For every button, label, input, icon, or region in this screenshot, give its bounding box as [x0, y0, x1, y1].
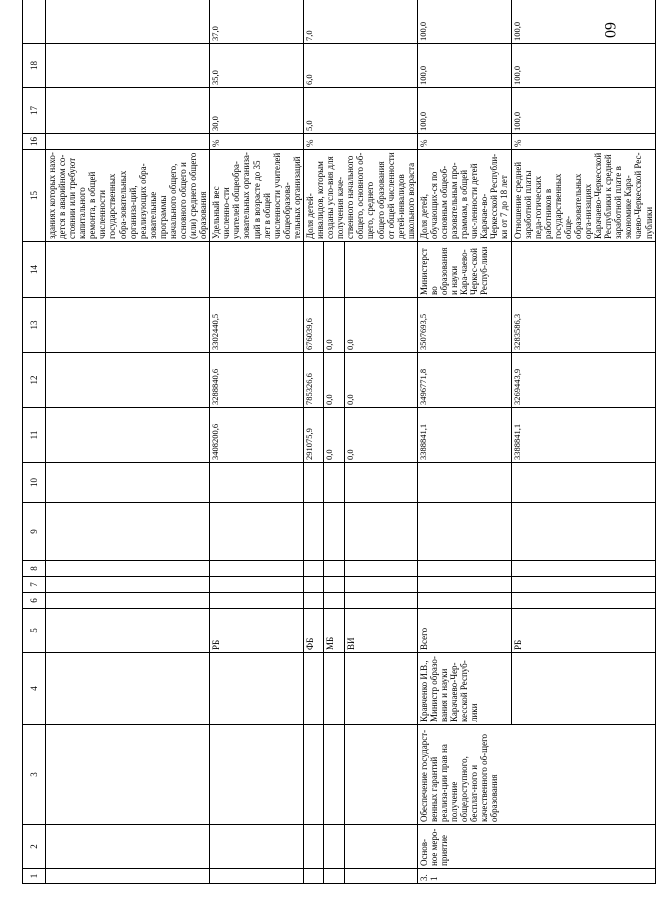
header-cell: 5 [23, 609, 46, 653]
table-cell [324, 869, 344, 884]
table-cell [303, 503, 323, 561]
page-number: 60 [601, 22, 618, 38]
header-cell: 16 [23, 134, 46, 150]
table-cell [344, 577, 417, 593]
amount-cell: 291075,9 [303, 408, 323, 463]
indicator-cell: Доля детей, обучающих-ся по основным общеоб-разовательным про-граммам, в общей чис-ленности детей Карачае-во-Черкесской Республи-ки от 7 до 18 лет [417, 150, 511, 242]
amount-cell: 3302440,5 [210, 298, 304, 353]
table-cell [324, 725, 344, 825]
header-cell: 2 [23, 825, 46, 869]
value-cell: 100,0 [417, 88, 511, 134]
amount-cell: 3269443,9 [511, 353, 655, 408]
table-cell [210, 825, 304, 869]
source-cell: Всего [417, 609, 511, 653]
indicator-cell: Удельный вес численно-сти учителей общеобра-зовательных организа-ций в возрасте до 35 лет в общей численности учителей общеобразова-тельных организаций [210, 150, 304, 242]
unit-cell: % [417, 134, 511, 150]
source-cell: ВИ [344, 609, 417, 653]
header-cell: 1 [23, 869, 46, 884]
table-cell [210, 593, 304, 609]
header-cell [23, 0, 46, 44]
table-cell [511, 593, 655, 609]
table-cell [324, 653, 344, 725]
source-cell: МБ [324, 609, 344, 653]
value-cell: 100,0 [417, 0, 511, 44]
table-cell [511, 242, 655, 298]
amount-cell: 0,0 [324, 408, 344, 463]
responsible-cell: Кравченко И.В., Министр образо-вания и науки Карачаево-Чер-кесской Респуб-лики [417, 653, 511, 725]
source-cell: РБ [511, 609, 655, 653]
table-cell [46, 0, 210, 44]
header-cell: 14 [23, 242, 46, 298]
table-cell [46, 725, 210, 825]
table-cell [344, 593, 417, 609]
amount-cell: 0,0 [344, 353, 417, 408]
indicator-cell: Отношение средней заработной платы педа-гогических работников в государственных обще-образовательных орга-низациях Карачаево-Черкесской Республики к средней заработной плате в экономике Кара-чаево-Черкесской Рес-публики [511, 150, 655, 242]
value-cell: 100,0 [511, 88, 655, 134]
amount-cell: 0,0 [344, 408, 417, 463]
indicator-cell: зданиях которых нахо-дется в аварийном со-стоянии или требуют капитального ремонта, в общей численности государственных обра-зовательных организа-ций, реализующих обра-зовательные программы начального общего, основного общего и (или) среднего общего образования [46, 150, 210, 242]
unit-cell: % [303, 134, 417, 150]
amount-cell: 676039,6 [303, 298, 323, 353]
value-cell: 100,0 [511, 44, 655, 88]
table-cell [303, 577, 323, 593]
table-cell [46, 88, 210, 134]
table-cell [46, 503, 210, 561]
item-type-cell: Основ-ное меро-приятие [417, 825, 655, 869]
unit-cell: % [511, 134, 655, 150]
header-cell: 7 [23, 577, 46, 593]
table-cell [417, 463, 511, 503]
unit-cell: % [210, 134, 304, 150]
table-cell [210, 503, 304, 561]
amount-cell: 3388841,1 [417, 408, 511, 463]
table-cell [210, 725, 304, 825]
rotated-table-container [22, 21, 654, 884]
table-cell [210, 561, 304, 577]
table-cell [46, 353, 210, 408]
table-cell [210, 242, 304, 298]
table-cell [324, 825, 344, 869]
table-cell [344, 869, 417, 884]
table-row [46, 0, 210, 884]
header-cell: 18 [23, 44, 46, 88]
table-cell [303, 825, 323, 869]
table-cell [324, 577, 344, 593]
table-cell [511, 463, 655, 503]
amount-cell: 0,0 [324, 353, 344, 408]
table-cell [210, 577, 304, 593]
header-cell: 6 [23, 593, 46, 609]
header-cell: 10 [23, 463, 46, 503]
header-cell: 12 [23, 353, 46, 408]
table-cell [210, 463, 304, 503]
value-cell: 100,0 [417, 44, 511, 88]
table-cell [210, 869, 304, 884]
amount-cell: 0,0 [344, 298, 417, 353]
table-row [210, 0, 304, 884]
table-cell [324, 242, 344, 298]
table-cell [46, 609, 210, 653]
table-cell [46, 298, 210, 353]
table-cell [511, 503, 655, 561]
header-cell: 4 [23, 653, 46, 725]
table-cell [46, 653, 210, 725]
table-cell [324, 593, 344, 609]
table-cell [210, 653, 304, 725]
table-cell [46, 134, 210, 150]
table-cell [303, 593, 323, 609]
table-cell [344, 825, 417, 869]
header-cell: 11 [23, 408, 46, 463]
table-cell [303, 561, 323, 577]
table-cell [46, 825, 210, 869]
value-cell: 5,0 [303, 88, 417, 134]
amount-cell: 0,0 [324, 298, 344, 353]
table-cell [417, 577, 511, 593]
executor-cell: Министерство образования и науки Кара-чаево-Черкес-ской Респуб-лики [417, 242, 511, 298]
header-cell: 15 [23, 150, 46, 242]
table-cell [46, 44, 210, 88]
header-cell: 8 [23, 561, 46, 577]
value-cell: 6,0 [303, 44, 417, 88]
value-cell: 30,0 [210, 88, 304, 134]
table-cell [417, 503, 511, 561]
table-cell [324, 463, 344, 503]
table-cell [303, 653, 323, 725]
item-name-cell: Обеспечение государст-венных гарантий реализа-ции прав на получение общедоступного, бесплат-ного и качественного об-щего образования [417, 725, 655, 825]
value-cell: 37,0 [210, 0, 304, 44]
table-cell [324, 561, 344, 577]
table-cell [46, 561, 210, 577]
value-cell: 100,0 [511, 0, 655, 44]
table-cell [303, 242, 323, 298]
table-row [417, 0, 511, 884]
table-cell [417, 561, 511, 577]
amount-cell: 3283586,3 [511, 298, 655, 353]
source-cell: ФБ [303, 609, 323, 653]
indicator-cell: Доля детей-инвалидов, которым созданы усло-вия для получения каче-ственного начального общего, основного об-щего, среднего общего образования от общей численности детей-инвалидов школьного возраста [303, 150, 417, 242]
table-cell [344, 242, 417, 298]
header-cell: 13 [23, 298, 46, 353]
table-cell [46, 408, 210, 463]
value-cell: 7,0 [303, 0, 417, 44]
table-cell [344, 463, 417, 503]
table-cell [46, 577, 210, 593]
table-cell [303, 463, 323, 503]
table-cell [46, 593, 210, 609]
value-cell: 35,0 [210, 44, 304, 88]
header-cell: 9 [23, 503, 46, 561]
table-cell [417, 593, 511, 609]
amount-cell: 3496771,8 [417, 353, 511, 408]
table-cell [344, 725, 417, 825]
table-cell [344, 561, 417, 577]
item-number-cell: 3.1 [417, 869, 655, 884]
source-cell: РБ [210, 609, 304, 653]
amount-cell: 785326,6 [303, 353, 323, 408]
table-cell [303, 869, 323, 884]
table-cell [46, 242, 210, 298]
table-cell [46, 869, 210, 884]
table-row [303, 0, 323, 884]
table-cell [344, 653, 417, 725]
amount-cell: 3408200,6 [210, 408, 304, 463]
amount-cell: 3288840,6 [210, 353, 304, 408]
amount-cell: 3507693,5 [417, 298, 511, 353]
table-cell [324, 503, 344, 561]
header-cell: 3 [23, 725, 46, 825]
program-indicators-table [22, 0, 656, 884]
header-row [23, 0, 46, 884]
table-cell [344, 503, 417, 561]
table-cell [511, 577, 655, 593]
table-cell [303, 725, 323, 825]
table-cell [511, 561, 655, 577]
header-cell: 17 [23, 88, 46, 134]
amount-cell: 3388841,1 [511, 408, 655, 463]
table-cell [46, 463, 210, 503]
table-cell [511, 653, 655, 725]
